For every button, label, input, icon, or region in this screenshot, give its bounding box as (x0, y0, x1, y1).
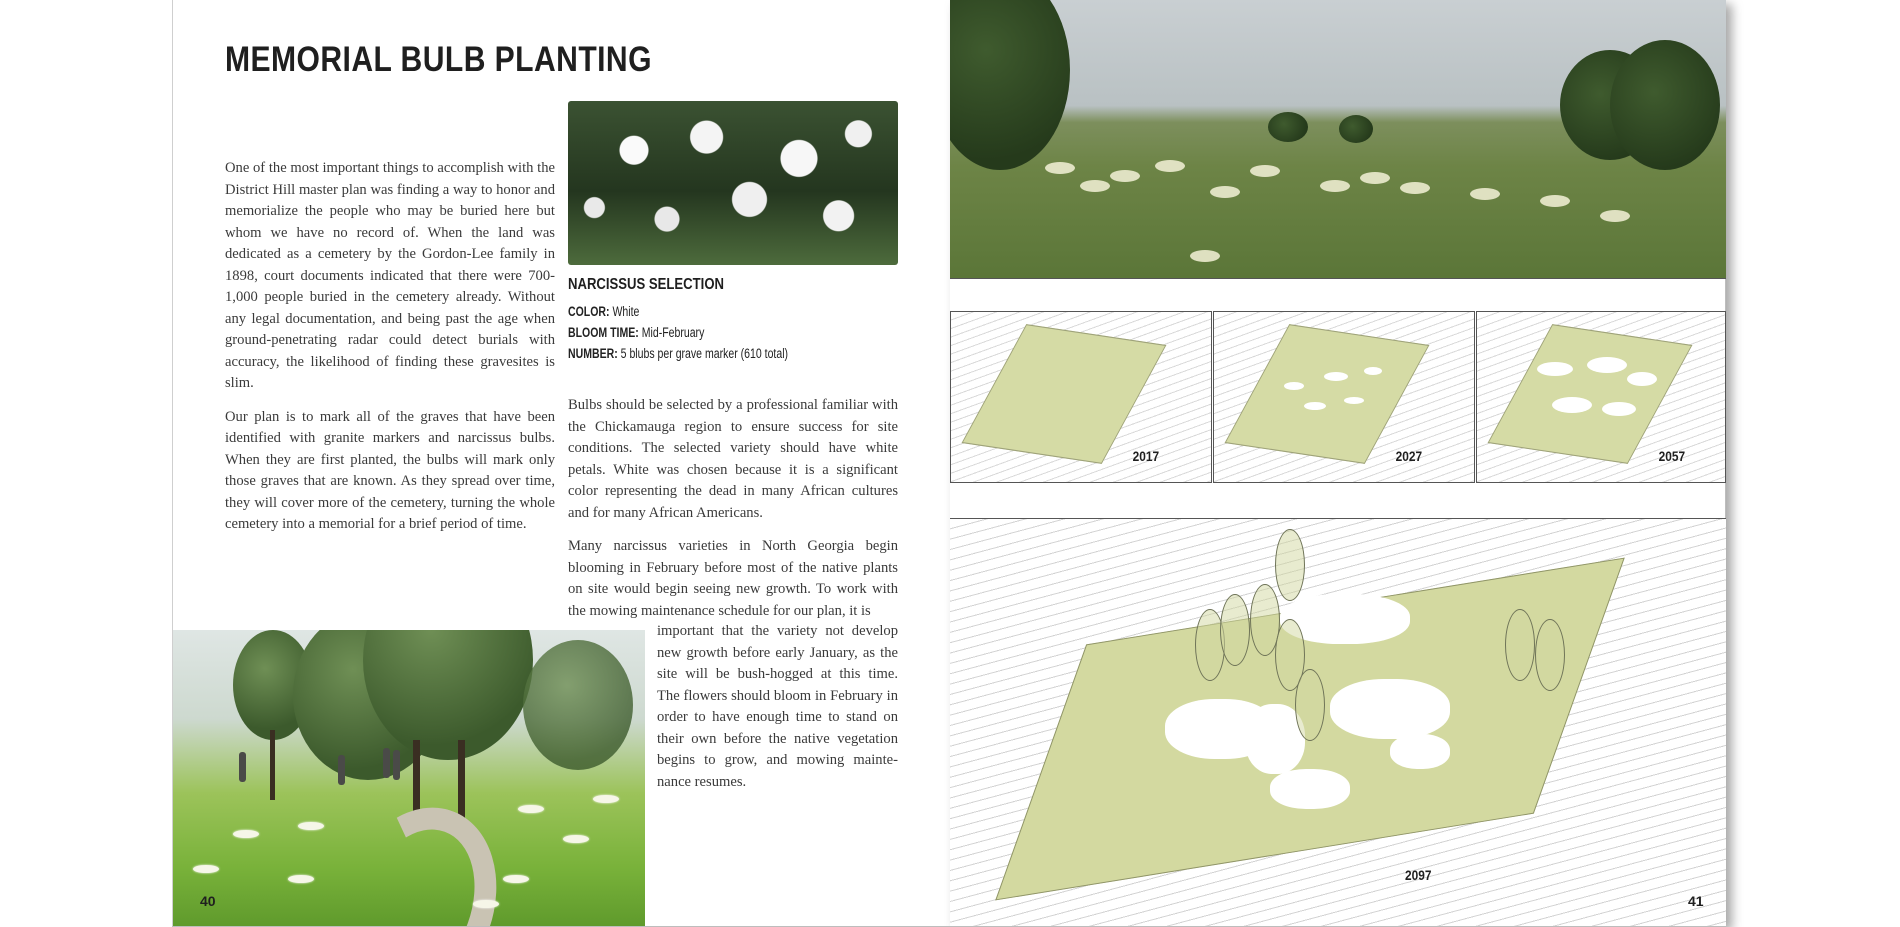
bloom-patch (1304, 402, 1326, 410)
plan-year-label: 2057 (1658, 448, 1685, 464)
visitor-figure (393, 750, 400, 780)
selection-color (568, 304, 639, 319)
page-number-left: 40 (200, 893, 216, 909)
page-title: MEMORIAL BULB PLANTING (225, 40, 652, 79)
tree-trunk (458, 740, 465, 820)
selection-text (568, 395, 898, 634)
visitor-figure (383, 748, 390, 778)
tree-outline (1275, 529, 1305, 601)
bloom-patch (1270, 769, 1350, 809)
visitor-figure (239, 752, 246, 782)
plan-year-label: 2097 (1405, 867, 1432, 883)
visitor-figure (338, 755, 345, 785)
daffodil-field-photo (950, 0, 1726, 279)
bloom-patch (1364, 367, 1382, 375)
daffodil-clump (1045, 162, 1075, 174)
daffodil-clump (1210, 186, 1240, 198)
daffodil-clump (1470, 188, 1500, 200)
bloom-label: BLOOM TIME: (568, 325, 639, 340)
daffodil-clump (1190, 250, 1220, 262)
intro-paragraph-1: One of the most important things to accomplish with the District Hill master plan was finding a way to honor and memorialize the people who may be buried here but whom we have no record of. When the land was dedicated as a cemetery by the Gordon-Lee family in 1898, court documents indicated that there were 700-1,000 people buried in the cemetery already. Without any legal documentation, and being past the age when ground-penetrating radar could detect burials with accuracy, the likelihood of finding these gravesites is slim. (225, 160, 555, 391)
tree-outline (1535, 619, 1565, 691)
plan-2027 (1213, 311, 1475, 483)
tree (1339, 115, 1373, 143)
daffodil-clump (1250, 165, 1280, 177)
daffodil-clump (1320, 180, 1350, 192)
plan-2057 (1476, 311, 1726, 483)
bloom-patch (1587, 357, 1627, 373)
plan-2017 (950, 311, 1212, 483)
bloom-patch (1330, 679, 1450, 739)
narcissus-photo (568, 101, 898, 265)
bloom-patch (1552, 397, 1592, 413)
daffodil-cluster (503, 875, 529, 883)
number-label: NUMBER: (568, 346, 618, 361)
daffodil-cluster (563, 835, 589, 843)
daffodil-cluster (473, 900, 499, 908)
daffodil-cluster (298, 822, 324, 830)
daffodil-clump (1400, 182, 1430, 194)
selection-paragraph-2: Many narcissus varieties in North Georgia begin blooming in February before most of the native plants on site would begin seeing new growth. To work with the mowing maintenance schedule for our plan, it is (568, 538, 898, 619)
tree-trunk (270, 730, 275, 800)
selection-bloom-time (568, 325, 704, 340)
plan-year-label: 2027 (1395, 448, 1422, 464)
plan-year-label: 2017 (1132, 448, 1159, 464)
selection-heading: NARCISSUS SELECTION (568, 276, 725, 293)
selection-paragraph-1: Bulbs should be selected by a professional familiar with the Chickamauga region to ensure success for site conditions. The selected variety should have white petals. White was chosen because it is a significant color representing the dead in many African cultures and for many African Americans. (568, 397, 898, 521)
bloom-patch (1344, 397, 1364, 404)
right-page (950, 0, 1726, 927)
daffodil-clump (1540, 195, 1570, 207)
color-value: White (612, 304, 640, 319)
daffodil-cluster (193, 865, 219, 873)
bloom-patch (1537, 362, 1573, 376)
bloom-patch (1390, 734, 1450, 769)
page-number-right: 41 (1688, 893, 1704, 909)
daffodil-clump (1080, 180, 1110, 192)
bloom-patch (1284, 382, 1304, 390)
bloom-patch (1627, 372, 1657, 386)
left-page (172, 0, 950, 927)
daffodil-cluster (233, 830, 259, 838)
daffodil-cluster (288, 875, 314, 883)
wrapped-text: important that the variety not develop new growth before early January, as the site will be bush-hogged at this time. The flowers should bloom in February in order to have enough time to stand on their own before the native vegetation begins to grow, and mowing mainte-nance resumes. (657, 623, 898, 790)
tree (950, 0, 1070, 170)
daffodil-clump (1360, 172, 1390, 184)
tree (1610, 40, 1720, 170)
plan-2097 (950, 518, 1726, 927)
number-value: 5 blubs per grave marker (610 total) (620, 346, 789, 361)
daffodil-clump (1110, 170, 1140, 182)
daffodil-cluster (518, 805, 544, 813)
plan-lawn (1225, 324, 1430, 464)
bloom-patch (1324, 372, 1348, 381)
color-label: COLOR: (568, 304, 610, 319)
daffodil-clump (1155, 160, 1185, 172)
tree-outline (1220, 594, 1250, 666)
bloom-patch (1602, 402, 1636, 416)
daffodil-clump (1600, 210, 1630, 222)
daffodil-cluster (593, 795, 619, 803)
tree-outline (1295, 669, 1325, 741)
intro-paragraph-2: Our plan is to mark all of the graves that have been identified with granite markers and narcissus bulbs. When they are first planted, the bulbs will mark only those graves that are known. As they spread over time, they will cover more of the cemetery, turning the whole cemetery into a memorial for a brief period of time. (225, 408, 555, 532)
plan-lawn (1488, 324, 1693, 464)
tree (523, 640, 633, 770)
intro-text (225, 158, 555, 548)
tree (1268, 112, 1308, 142)
tree-outline (1505, 609, 1535, 681)
cemetery-rendering (173, 630, 645, 927)
selection-number (568, 346, 788, 361)
bloom-value: Mid-February (641, 325, 705, 340)
plan-lawn (962, 324, 1167, 464)
